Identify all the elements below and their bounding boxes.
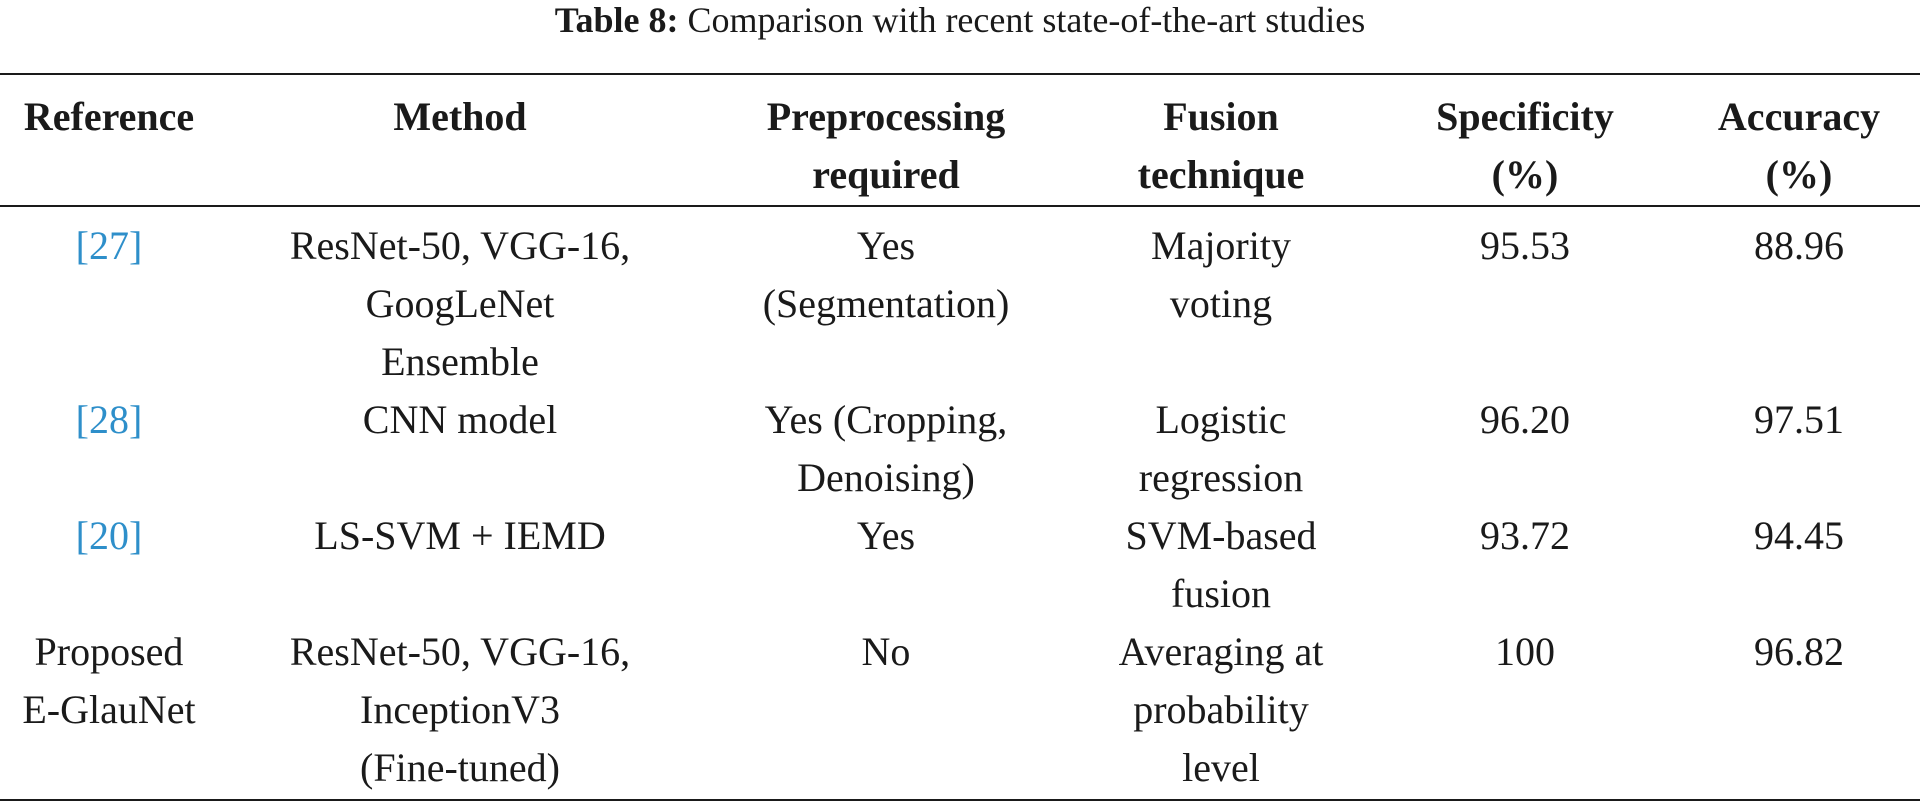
bottom-rule <box>0 799 1920 801</box>
citation-bracket: ] <box>129 397 143 442</box>
cell-line: Logistic <box>1155 397 1287 442</box>
cell-line: ResNet-50, VGG-16, <box>289 629 631 674</box>
cell-line: ResNet-50, VGG-16, <box>289 223 631 268</box>
cell-line: Yes <box>856 513 916 558</box>
table-row <box>0 205 1920 391</box>
cell-line: InceptionV3 <box>360 687 560 732</box>
table-label: Table 8: <box>554 0 679 40</box>
citation-bracket: [ <box>75 223 89 268</box>
fusion-cell <box>1070 205 1372 391</box>
cell-line: No <box>861 629 911 674</box>
cell-line: Reference <box>23 94 195 139</box>
method-cell <box>218 623 702 797</box>
citation[interactable] <box>0 507 218 565</box>
accuracy-cell: 88.96 <box>1754 223 1844 268</box>
accuracy-cell: 94.45 <box>1754 513 1844 558</box>
cell-line: Specificity <box>1436 94 1614 139</box>
citation[interactable] <box>0 391 218 449</box>
header-row <box>0 75 1920 205</box>
cell-line: Majority <box>1151 223 1291 268</box>
comparison-table <box>0 75 1920 797</box>
header-fusion <box>1070 75 1372 205</box>
table-row <box>0 623 1920 797</box>
cell-line: (Fine-tuned) <box>360 745 560 790</box>
citation-bracket: ] <box>129 513 143 558</box>
cell-line: level <box>1182 745 1260 790</box>
header-reference <box>0 75 218 205</box>
citation-bracket: [ <box>75 397 89 442</box>
cell-line: required <box>812 152 960 197</box>
cell-line: (%) <box>1765 152 1833 197</box>
cell-line: Proposed <box>34 629 184 674</box>
cell-line: GoogLeNet <box>365 281 555 326</box>
citation-number[interactable]: 20 <box>89 513 129 558</box>
cell-line: Ensemble <box>381 339 539 384</box>
header-preprocessing <box>702 75 1070 205</box>
cell-line: Denoising) <box>797 455 975 500</box>
citation-number[interactable]: 27 <box>89 223 129 268</box>
table-header <box>0 75 1920 205</box>
cell-line: voting <box>1169 281 1273 326</box>
cell-line: technique <box>1137 152 1305 197</box>
specificity-cell: 93.72 <box>1480 513 1570 558</box>
cell-line: Yes <box>856 223 916 268</box>
preprocessing-cell <box>702 507 1070 623</box>
cell-line: Preprocessing <box>766 94 1006 139</box>
preprocessing-cell <box>702 391 1070 507</box>
cell-line: (Segmentation) <box>762 281 1010 326</box>
fusion-cell <box>1070 507 1372 623</box>
table-caption <box>0 0 1920 40</box>
specificity-cell: 95.53 <box>1480 223 1570 268</box>
method-cell <box>218 391 702 507</box>
citation-bracket: [ <box>75 513 89 558</box>
cell-line: Yes (Cropping, <box>764 397 1008 442</box>
accuracy-cell: 97.51 <box>1754 397 1844 442</box>
method-cell <box>218 507 702 623</box>
preprocessing-cell <box>702 623 1070 797</box>
table-row <box>0 507 1920 623</box>
cell-line: fusion <box>1171 571 1271 616</box>
accuracy-cell: 96.82 <box>1754 629 1844 674</box>
table-row <box>0 391 1920 507</box>
specificity-cell: 96.20 <box>1480 397 1570 442</box>
cell-line: (%) <box>1491 152 1559 197</box>
cell-line: CNN model <box>362 397 558 442</box>
fusion-cell <box>1070 391 1372 507</box>
cell-line: Accuracy <box>1717 94 1881 139</box>
cell-line: regression <box>1138 455 1304 500</box>
citation-bracket: ] <box>129 223 143 268</box>
reference-cell[interactable] <box>0 507 218 623</box>
citation-number[interactable]: 28 <box>89 397 129 442</box>
fusion-cell <box>1070 623 1372 797</box>
cell-line: probability <box>1133 687 1309 732</box>
header-specificity <box>1372 75 1678 205</box>
cell-line: Method <box>393 94 527 139</box>
cell-line: E-GlauNet <box>22 687 196 732</box>
table-title: Comparison with recent state-of-the-art studies <box>687 0 1366 40</box>
cell-line: Averaging at <box>1118 629 1324 674</box>
cell-line: SVM-based <box>1125 513 1317 558</box>
reference-cell[interactable] <box>0 205 218 391</box>
method-cell <box>218 205 702 391</box>
table-body <box>0 205 1920 797</box>
cell-line: Fusion <box>1163 94 1279 139</box>
cell-line: LS-SVM + IEMD <box>314 513 606 558</box>
header-method <box>218 75 702 205</box>
header-accuracy <box>1678 75 1920 205</box>
reference-cell <box>0 623 218 797</box>
preprocessing-cell <box>702 205 1070 391</box>
reference-cell[interactable] <box>0 391 218 507</box>
specificity-cell: 100 <box>1495 629 1555 674</box>
citation[interactable] <box>0 217 218 275</box>
